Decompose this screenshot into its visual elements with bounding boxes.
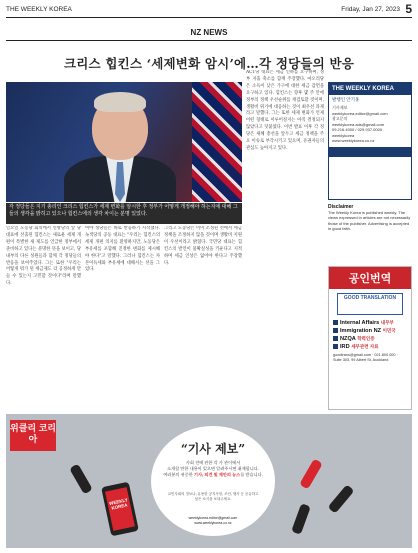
- banner-title: “기사 제보”: [180, 442, 246, 456]
- microphone-icon: [299, 459, 323, 490]
- article-column-3: 그리고 노동당은 이미 조정된 선에서 세금 정책을 조정하지 않을 것이며 생활비 지원이 우선이라고 밝혔다. 국민당 대표는 힙킨스의 발언이 불확실성을 키운다고 지적하며 세금 인상은 없어야 한다고 주장했다.: [164, 226, 242, 266]
- banner-email-link[interactable]: weeklykorea.editor@gmail.com: [188, 516, 238, 520]
- microphone-icon: [69, 464, 93, 495]
- checkbox-icon: [333, 328, 338, 333]
- publisher-line: 발행인 안기홍: [332, 97, 360, 102]
- photo-subject-hair: [94, 92, 146, 112]
- weekly-korea-tag: 위클리 코리아: [10, 420, 56, 451]
- page-number: 5: [405, 2, 412, 16]
- article-column-4: ACT당 대표는 세금 인하를 요구하며, 정부 지출 축소를 함께 주장했다. 마오리당은 소득이 낮은 가구에 대한 세금 감면을 요구하고 있다. 힙킨스는 향후 몇 주 안에 정부의 정책 우선순위를 재검토할 것이며, 생활비 위기에 대응하는 것이 최우선 과제라고 말했다. 그는 또한 세제 변화가 언제 어떤 형태로 이루어질지는 아직 결정되지 않았다고 덧붙였다. 이번 발표 이후 각 정당은 새해 총선을 앞두고 세금 정책을 주요 이슈로 부각시키고 있으며, 유권자들의 관심도 높아지고 있다.: [246, 70, 324, 151]
- editor-email-link[interactable]: weeklykorea.editor@gmail.com: [332, 110, 388, 116]
- article-column-2: 여야 정당들은 바로 반응하기 시작했다. 녹색당의 공동 대표는 "우리는 힙킨스의 세제 개편 의지를 환영하지만, 노동당은 부유세를 포함해 진정한 변화를 제시해야 한다"고 말했다. 그러나 힙킨스는 자본이득세와 부유세에 대해서는 선을 그었다.: [85, 226, 160, 273]
- header-divider: [6, 17, 412, 18]
- checkbox-icon: [333, 320, 338, 325]
- weekly-ad-line: 기사제보: [332, 105, 348, 110]
- article-photo: [6, 82, 242, 202]
- news-tip-banner: [6, 414, 412, 548]
- banner-contacts: [166, 516, 260, 526]
- issue-date: Friday, Jan 27, 2023: [341, 6, 400, 13]
- weekly-korea-ad: [328, 82, 412, 200]
- translation-ad: [328, 266, 412, 410]
- weekly-korea-brand: THE WEEKLY KOREA: [329, 83, 411, 95]
- website-link[interactable]: www.weeklykorea.co.nz: [332, 138, 375, 143]
- section-label: NZ NEWS: [190, 28, 228, 37]
- translation-ad-title: 공인번역: [329, 267, 411, 289]
- photo-caption: 각 정당들은 지기 총리인 크리스 힙킨스가 세제 변화를 암시한 후 정부가 어떻게 개정해야 하는지에 대해 그들의 생각을 밝히고 있으나 힙킨스에의 생각 차이는 분명 있었다.: [6, 203, 242, 224]
- article-headline: 크리스 힙킨스 ‘세제변화 암시’에…각 정당들의 반응: [63, 56, 355, 71]
- banner-description: 사회 전에 관한 각 가 관이에서 소개할 만한 내용이 있으면 알려주시면 취재합니다. 여러분의 귀중한 기사, 의견 및 제안의 뉴스를 받습니다.: [163, 460, 263, 477]
- article-column-1: 일요일 노동당 회의에서 연방당의 앞 당대표에 선출된 힙킨스는 새로운 세제 개편이 특별한 새 제도를 언급한 정부에서 준비하고 있다는 분명한 뜻을 보이고, 당 내부의 다른 성원들과 함께 각 정당들의 반응을 보여주었다. 그는 또한 "우리는 어떻게 뭐가 된 세금제도 더 공정하게 만들 수 있는지 고민할 것이다"라며 말했다.: [6, 226, 81, 287]
- ads-email-link[interactable]: weeklykorea.ads@gmail.com: [332, 121, 385, 127]
- phone-numbers: 09.216.4000 / 029.937.0000: [332, 127, 383, 132]
- banner-note: 교민사회의 정보나, 유용한 공지사항, 조언, 행사 등 공유하고 싶은 소식을 보내주세요.: [167, 492, 259, 501]
- service-item: NZQA 학력인증: [329, 335, 411, 343]
- publication-name: THE WEEKLY KOREA: [6, 6, 72, 13]
- checkbox-icon: [333, 336, 338, 341]
- ad-column: [328, 82, 412, 410]
- page-header: [6, 3, 412, 15]
- weekly-ad-line: 광고문의: [332, 116, 348, 121]
- disclaimer-text: The Weekly Korea is published weekly. The views expressed in articles are not necessarily those of the publisher. Advertising is accepted in good faith.: [328, 210, 411, 231]
- service-item: Internal Affairs 내무부: [329, 319, 411, 327]
- service-item: Immigration NZ 이민국: [329, 327, 411, 335]
- section-divider: [6, 40, 412, 41]
- banner-website-link[interactable]: www.weeklykorea.co.nz: [194, 521, 232, 525]
- disclaimer-box: [328, 204, 412, 264]
- good-translation-logo: GOOD TRANSLATION: [337, 293, 403, 315]
- microphone-icon: [291, 503, 311, 535]
- union-flag-backdrop: [192, 82, 242, 202]
- disclaimer-title: Disclaimer: [328, 204, 354, 210]
- service-item: IRD 세무관련 자료: [329, 343, 411, 351]
- social-handle: weeklykorea: [332, 132, 355, 138]
- checkbox-icon: [333, 344, 338, 349]
- phone-icon: WEEKLY KOREA: [101, 482, 139, 537]
- ad-footer-band: [329, 147, 411, 157]
- microphone-icon: [328, 484, 355, 513]
- translation-contact: goodtrans@gmail.com · 021.800.000 · Suite 303, 99 Albert St, Auckland: [333, 353, 398, 362]
